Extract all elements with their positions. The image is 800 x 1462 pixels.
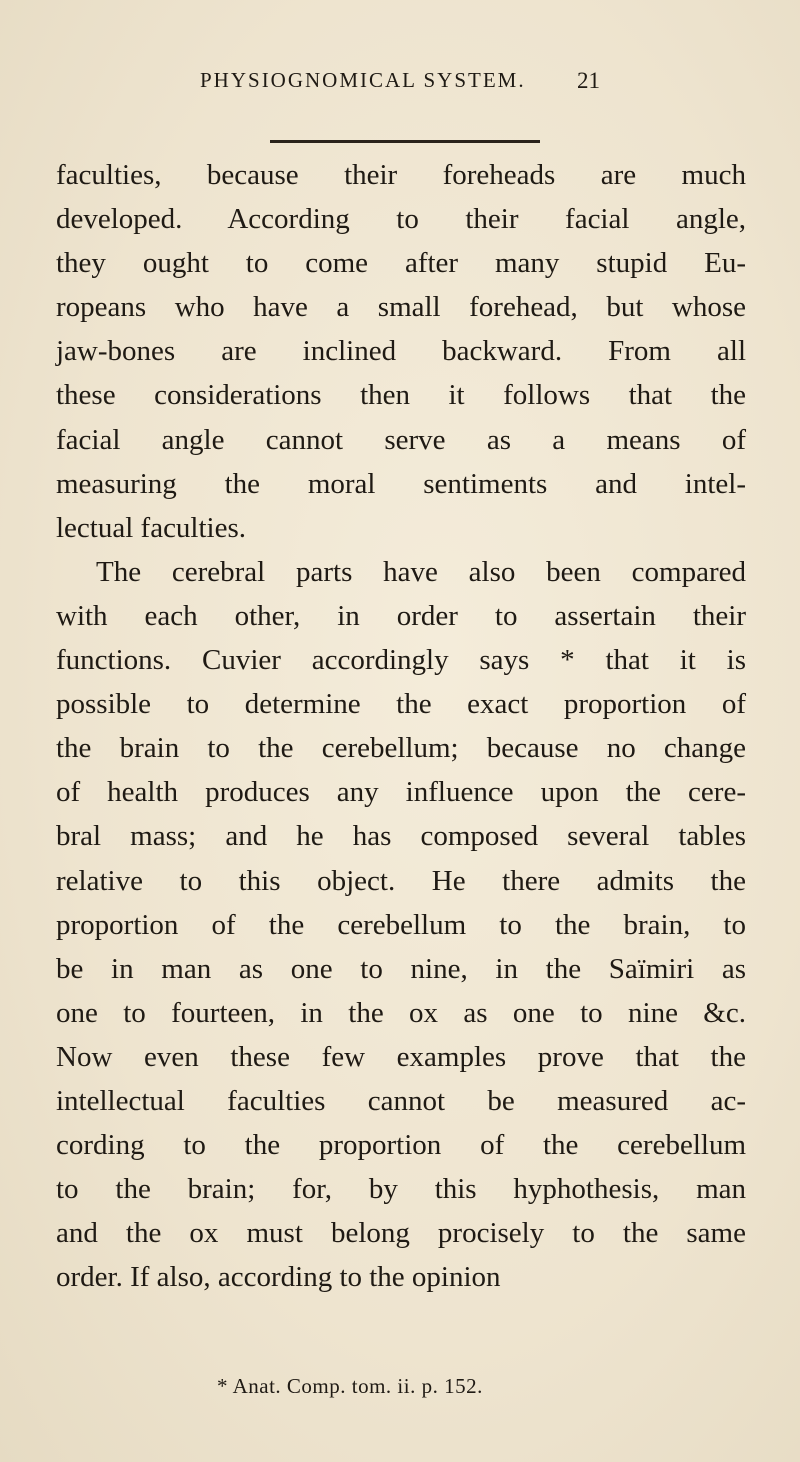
- running-title: PHYSIOGNOMICAL SYSTEM.: [200, 68, 526, 92]
- paragraph-start-line: The cerebral parts have also been compared: [96, 555, 746, 588]
- text-line: developed. According to their facial angle,: [56, 203, 746, 236]
- text-line: jaw-bones are inclined backward. From all: [56, 335, 746, 368]
- text-line: bral mass; and he has composed several tables: [56, 820, 746, 853]
- page-number: 21: [577, 68, 600, 93]
- text-line: intellectual faculties cannot be measured ac-: [56, 1084, 746, 1117]
- header-rule: [270, 140, 540, 143]
- text-line: with each other, in order to assertain their: [56, 599, 746, 632]
- text-line: functions. Cuvier accordingly says * that it is: [56, 644, 746, 677]
- text-line: these considerations then it follows that the: [56, 379, 746, 412]
- text-line: Now even these few examples prove that the: [56, 1040, 746, 1073]
- text-line: the brain to the cerebellum; because no change: [56, 732, 746, 765]
- text-line: relative to this object. He there admits the: [56, 864, 746, 897]
- text-line: to the brain; for, by this hyphothesis, man: [56, 1173, 746, 1206]
- text-line: measuring the moral sentiments and intel-: [56, 467, 746, 500]
- text-line: they ought to come after many stupid Eu-: [56, 247, 746, 280]
- text-line: be in man as one to nine, in the Saïmiri as: [56, 952, 746, 985]
- text-line: and the ox must belong procisely to the same: [56, 1217, 746, 1250]
- body-text: [56, 153, 746, 1299]
- text-line: order. If also, according to the opinion: [56, 1261, 501, 1294]
- text-line: proportion of the cerebellum to the brain, to: [56, 908, 746, 941]
- running-head: [200, 68, 600, 102]
- text-line: of health produces any influence upon the cere-: [56, 776, 746, 809]
- text-line: one to fourteen, in the ox as one to nine &c.: [56, 996, 746, 1029]
- text-line: ropeans who have a small forehead, but whose: [56, 291, 746, 324]
- text-line: cording to the proportion of the cerebellum: [56, 1129, 746, 1162]
- text-line: possible to determine the exact proportion of: [56, 688, 746, 721]
- text-line: faculties, because their foreheads are much: [56, 159, 746, 191]
- text-line: facial angle cannot serve as a means of: [56, 423, 746, 456]
- text-line: lectual faculties.: [56, 511, 247, 544]
- footnote: * Anat. Comp. tom. ii. p. 152.: [217, 1374, 483, 1398]
